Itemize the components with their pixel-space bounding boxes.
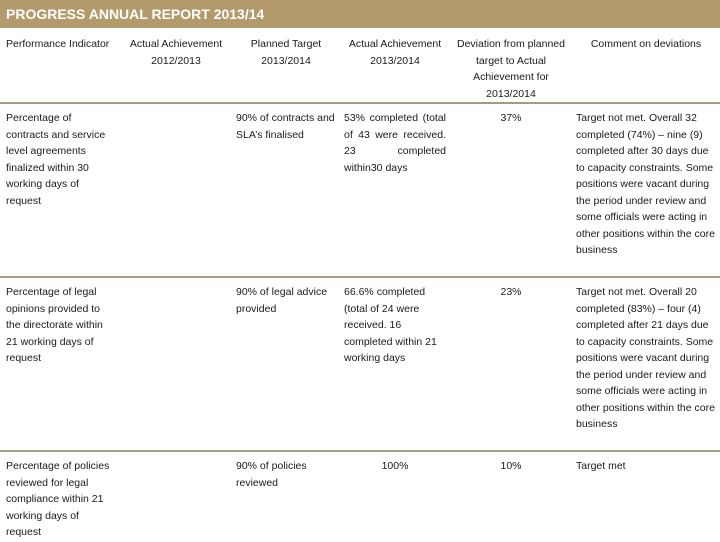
header-planned-target: Planned Target 2013/2014	[250, 38, 322, 67]
indicator-cell: Percentage of policies reviewed for legal compliance within 21 working days of request	[6, 460, 110, 538]
header-actual-2013: Actual Achievement 2013/2014	[348, 38, 442, 67]
target-cell: 90% of legal advice provided	[236, 286, 328, 315]
actual-prev-cell	[120, 277, 232, 451]
indicator-cell: Percentage of legal opinions provided to the directorate within 21 working days of request	[6, 286, 103, 364]
deviation-cell: 37%	[500, 112, 522, 124]
comment-cell: Target not met. Overall 32 completed (74%) – nine (9) completed after 30 days due to capacity constraints. Some positions were vacant during the period under review and some officials were acting in other positions within the core business	[576, 112, 715, 256]
header-actual-2012: Actual Achievement 2012/2013	[129, 38, 223, 67]
indicator-cell: Percentage of contracts and service level agreements finalized within 30 working days of request	[6, 112, 106, 207]
comment-cell: Target not met. Overall 20 completed (83%) – four (4) completed after 21 days due to capacity constraints. Some positions were vacant during the period under review and some officials were acting in other positions within the core business	[576, 286, 715, 430]
report-title: PROGRESS ANNUAL REPORT 2013/14	[0, 0, 720, 28]
actual-cell: 66.6% completed (total of 24 were received. 16 completed within 21 working days	[344, 286, 437, 364]
table-row	[0, 451, 720, 542]
table-row	[0, 103, 720, 277]
table-row	[0, 277, 720, 451]
deviation-cell: 23%	[500, 286, 522, 298]
actual-prev-cell	[120, 103, 232, 277]
comment-cell: Target met	[576, 460, 626, 472]
progress-table	[0, 32, 720, 542]
header-comment: Comment on deviations	[590, 38, 702, 50]
target-cell: 90% of policies reviewed	[236, 460, 307, 489]
deviation-cell: 10%	[500, 460, 522, 472]
actual-cell: 53% completed (total of 43 were received. 23 completed within30 days	[344, 112, 446, 174]
table-header-row	[0, 32, 720, 103]
actual-prev-cell	[120, 451, 232, 542]
target-cell: 90% of contracts and SLA’s finalised	[236, 112, 335, 141]
header-performance-indicator: Performance Indicator	[6, 38, 110, 50]
actual-cell: 100%	[381, 460, 409, 472]
header-deviation: Deviation from planned target to Actual Achievement for 2013/2014	[457, 38, 565, 100]
